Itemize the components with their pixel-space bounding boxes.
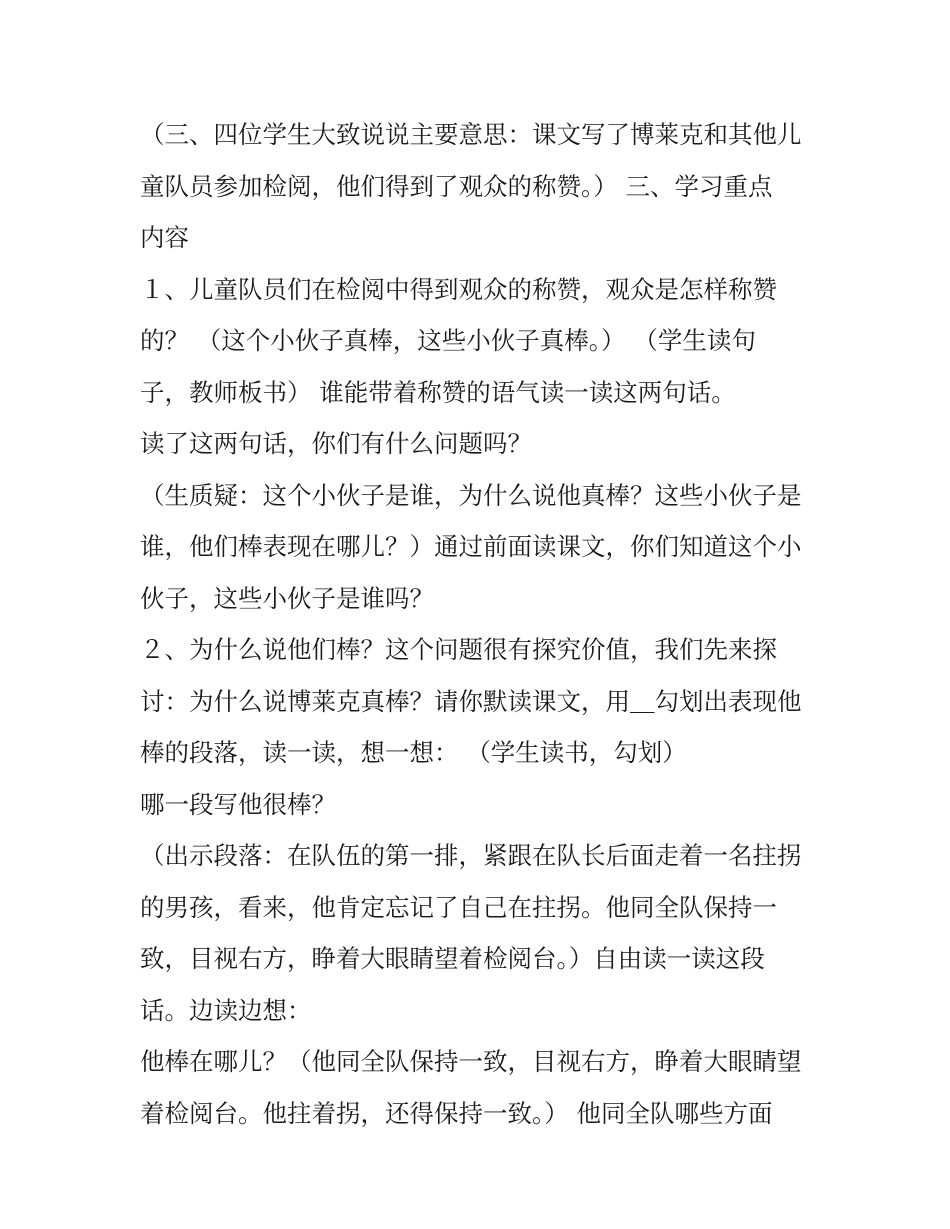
text-line: 的男孩，看来，他肯定忘记了自己在拄拐。他同全队保持一	[140, 892, 777, 922]
text-line: （出示段落：在队伍的第一排，紧跟在队长后面走着一名拄拐	[140, 841, 802, 870]
text-line: 讨：为什么说博莱克真棒？请你默读课文，用＿勾划出表现他	[140, 686, 802, 716]
text-line: 内容	[140, 223, 189, 252]
text-line: 哪一段写他很棒？	[140, 789, 336, 819]
text-line: 话。边读边想：	[140, 995, 312, 1025]
text-line: 读了这两句话，你们有什么问题吗？	[140, 429, 532, 458]
text-line: （生质疑：这个小伙子是谁，为什么说他真棒？这些小伙子是	[140, 480, 802, 510]
text-line: ２、为什么说他们棒？这个问题很有探究价值，我们先来探	[140, 635, 777, 664]
text-line: 的？ （这个小伙子真棒，这些小伙子真棒。） （学生读句	[140, 326, 756, 355]
text-line: 子，教师板书） 谁能带着称赞的语气读一读这两句话。	[140, 377, 736, 407]
text-line: 着检阅台。他拄着拐，还得保持一致。） 他同全队哪些方面	[140, 1098, 773, 1128]
text-line: 童队员参加检阅，他们得到了观众的称赞。） 三、学习重点	[140, 171, 773, 201]
document-body	[140, 109, 820, 1139]
text-line: 致，目视右方，睁着大眼睛望着检阅台。）自由读一读这段	[140, 944, 765, 973]
text-line: （三、四位学生大致说说主要意思：课文写了博莱克和其他儿	[140, 120, 802, 149]
text-line: １、儿童队员们在检阅中得到观众的称赞，观众是怎样称赞	[140, 274, 777, 304]
text-line: 伙子，这些小伙子是谁吗？	[140, 583, 434, 613]
text-line: 他棒在哪儿？（他同全队保持一致，目视右方，睁着大眼睛望	[140, 1047, 802, 1076]
text-line: 谁，他们棒表现在哪儿？）通过前面读课文，你们知道这个小	[140, 532, 802, 561]
text-line: 棒的段落，读一读，想一想： （学生读书，勾划）	[140, 738, 687, 767]
